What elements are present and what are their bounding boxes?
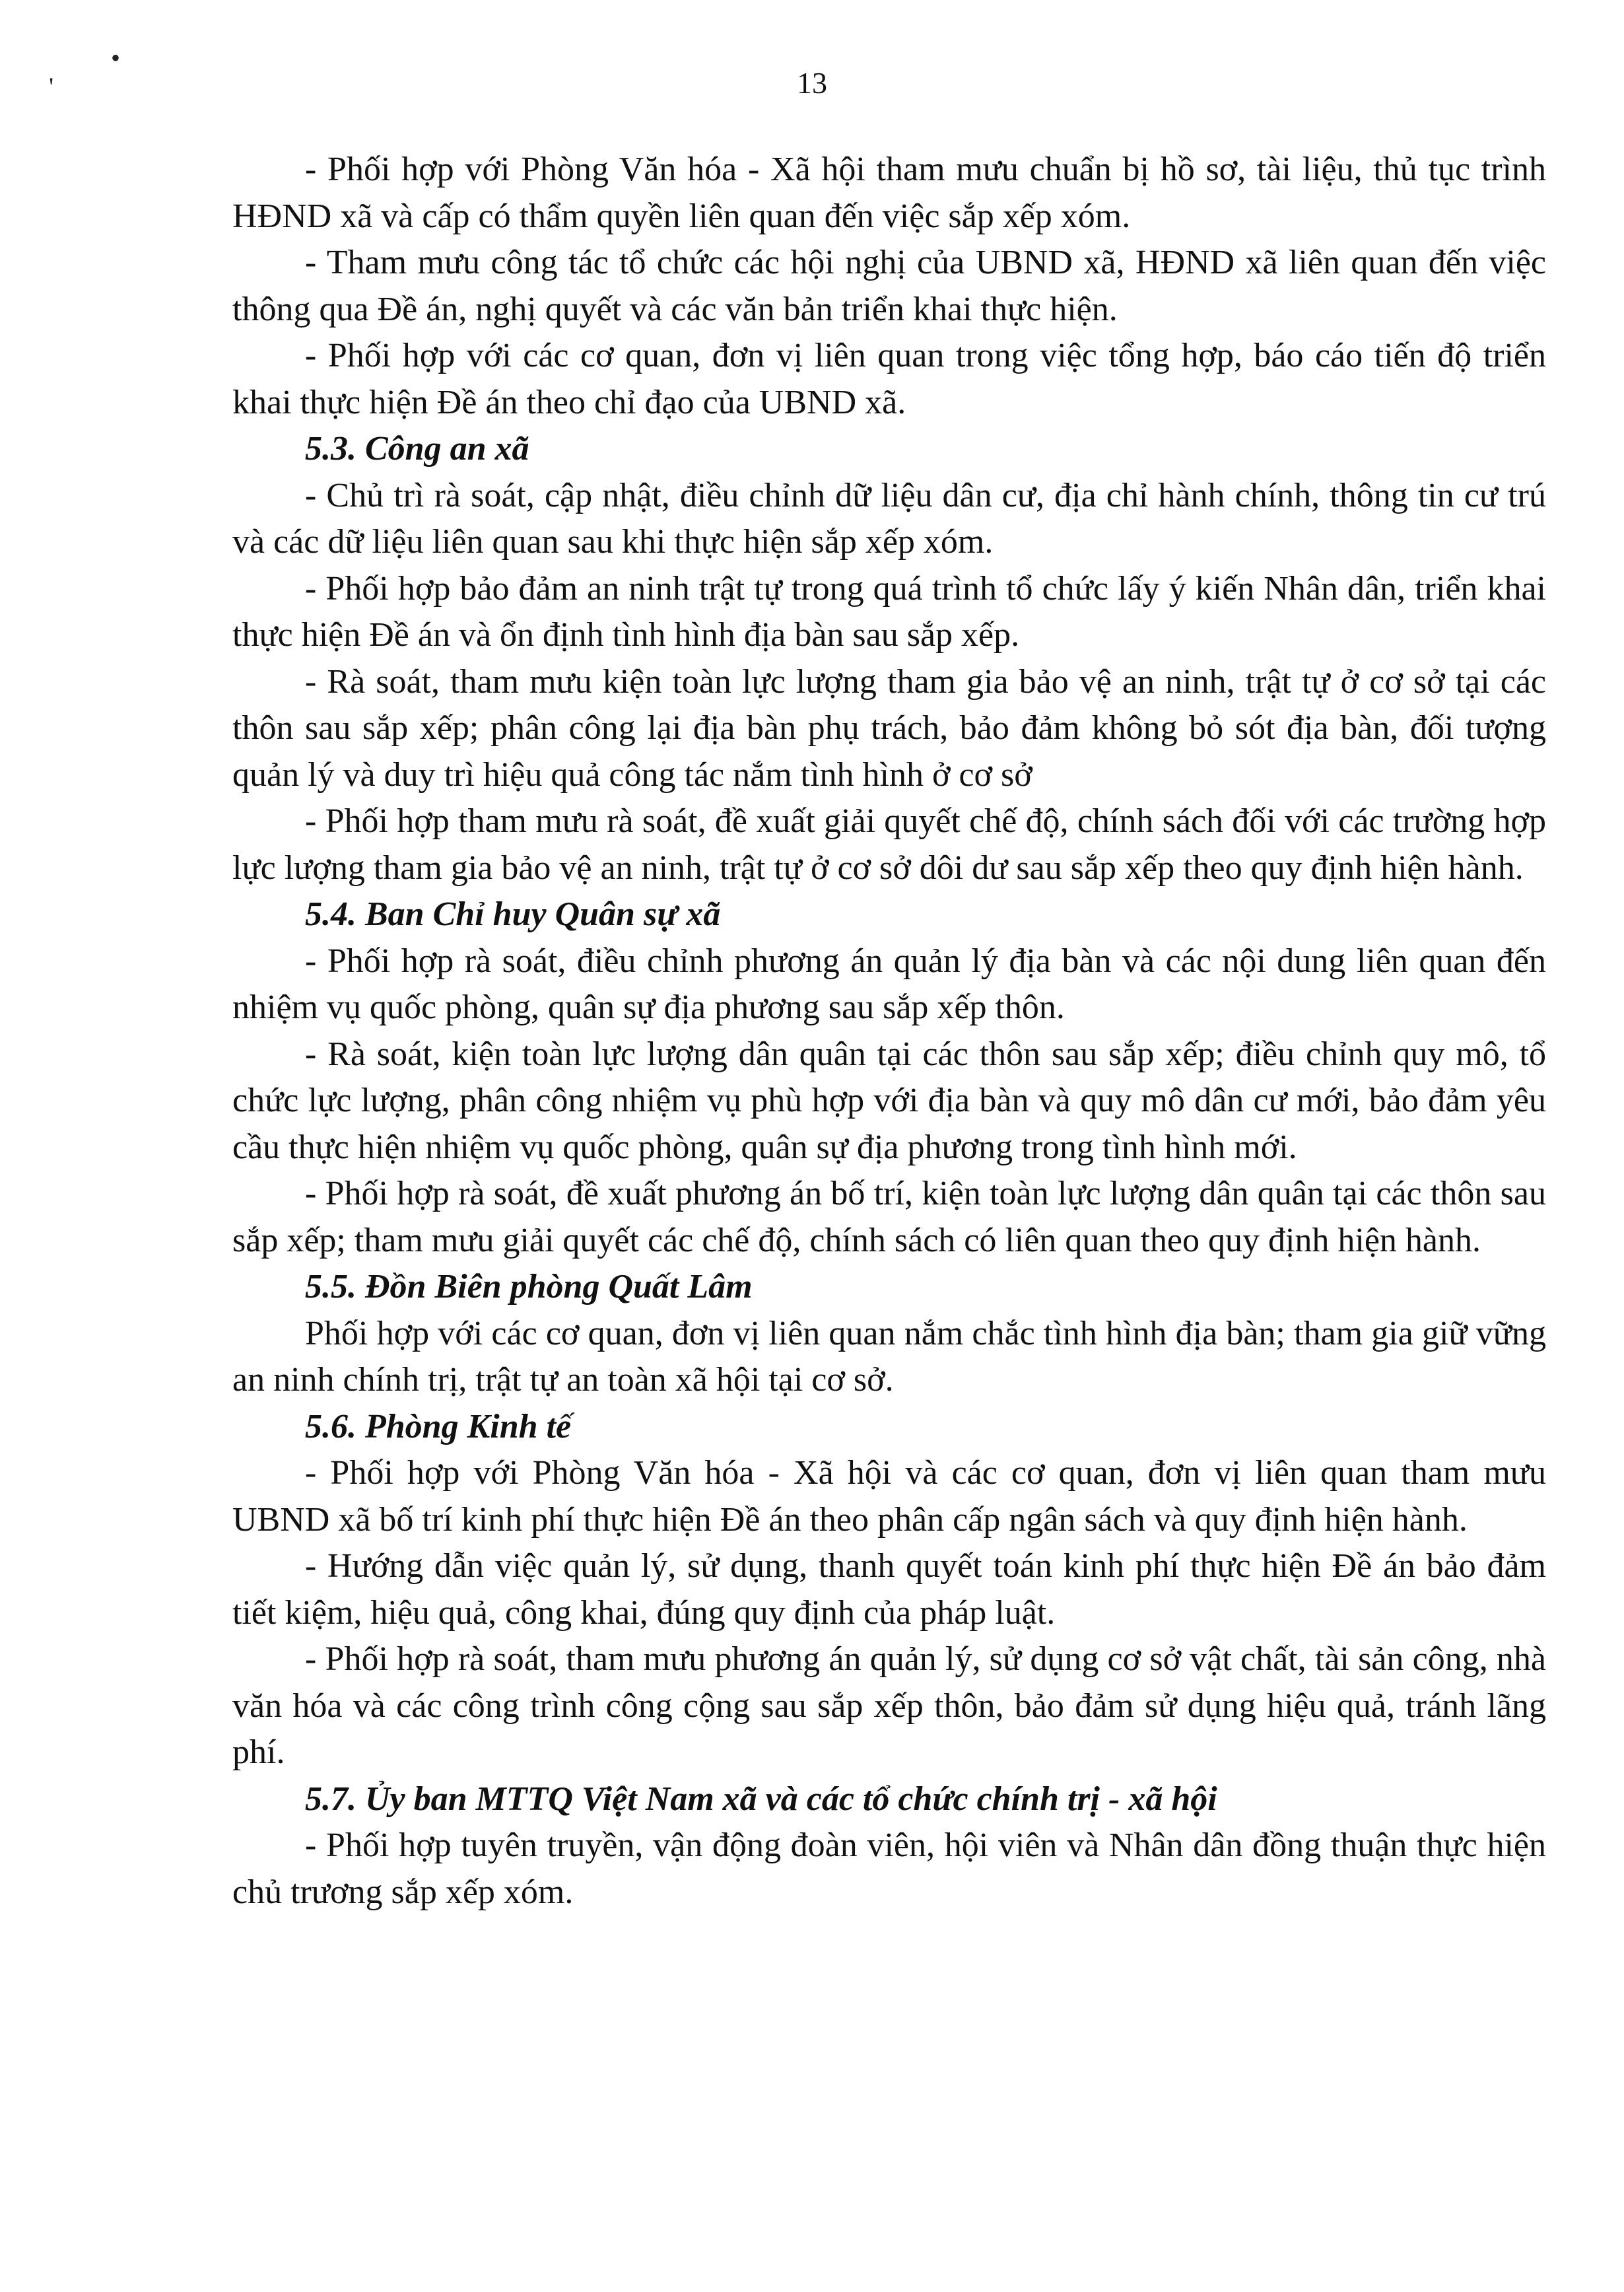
paragraph: - Chủ trì rà soát, cập nhật, điều chỉnh dữ liệu dân cư, địa chỉ hành chính, thông tin cư trú và các dữ liệu liên quan sau khi thực hiện sắp xếp xóm. [232,476,1546,561]
paragraph: - Tham mưu công tác tổ chức các hội nghị của UBND xã, HĐND xã liên quan đến việc thông qua Đề án, nghị quyết và các văn bản triển khai thực hiện. [232,244,1546,328]
paragraph: - Phối hợp tuyên truyền, vận động đoàn viên, hội viên và Nhân dân đồng thuận thực hiện chủ trương sắp xếp xóm. [232,1826,1546,1911]
paragraph: - Phối hợp với các cơ quan, đơn vị liên quan trong việc tổng hợp, báo cáo tiến độ triển khai thực hiện Đề án theo chỉ đạo của UBND xã. [232,337,1546,421]
paragraph: - Phối hợp rà soát, đề xuất phương án bố trí, kiện toàn lực lượng dân quân tại các thôn sau sắp xếp; tham mưu giải quyết các chế độ, chính sách có liên quan theo quy định hiện hành. [232,1175,1546,1259]
section-heading: 5.7. Ủy ban MTTQ Việt Nam xã và các tổ chức chính trị - xã hội [305,1780,1217,1818]
paragraph: - Phối hợp với Phòng Văn hóa - Xã hội tham mưu chuẩn bị hồ sơ, tài liệu, thủ tục trình HĐND xã và cấp có thẩm quyền liên quan đến việc sắp xếp xóm. [232,151,1546,235]
section-heading: 5.3. Công an xã [305,430,529,468]
paragraph: - Phối hợp rà soát, tham mưu phương án quản lý, sử dụng cơ sở vật chất, tài sản công, nhà văn hóa và các công trình công cộng sau sắp xếp thôn, bảo đảm sử dụng hiệu quả, tránh lãng phí. [232,1640,1546,1771]
scan-mark-dot: • [111,43,121,73]
paragraph: - Rà soát, tham mưu kiện toàn lực lượng tham gia bảo vệ an ninh, trật tự ở cơ sở tại các thôn sau sắp xếp; phân công lại địa bàn phụ trách, bảo đảm không bỏ sót địa bàn, đối tượng quản lý và duy trì hiệu quả công tác nắm tình hình ở cơ sở [232,662,1546,794]
paragraph: - Phối hợp với Phòng Văn hóa - Xã hội và các cơ quan, đơn vị liên quan tham mưu UBND xã bố trí kinh phí thực hiện Đề án theo phân cấp ngân sách và quy định hiện hành. [232,1454,1546,1539]
scan-mark-tick: ' [49,72,54,102]
section-heading: 5.6. Phòng Kinh tế [305,1407,572,1445]
paragraph: - Rà soát, kiện toàn lực lượng dân quân tại các thôn sau sắp xếp; điều chỉnh quy mô, tổ chức lực lượng, phân công nhiệm vụ phù hợp với địa bàn và quy mô dân cư mới, bảo đảm yêu cầu thực hiện nhiệm vụ quốc phòng, quân sự địa phương trong tình hình mới. [232,1035,1546,1166]
document-body [232,147,1546,1916]
section-heading: 5.4. Ban Chỉ huy Quân sự xã [305,895,721,933]
paragraph: - Phối hợp rà soát, điều chỉnh phương án quản lý địa bàn và các nội dung liên quan đến nhiệm vụ quốc phòng, quân sự địa phương sau sắp xếp thôn. [232,942,1546,1026]
page-number: 13 [797,66,827,100]
paragraph: Phối hợp với các cơ quan, đơn vị liên quan nắm chắc tình hình địa bàn; tham gia giữ vững an ninh chính trị, trật tự an toàn xã hội tại cơ sở. [232,1314,1546,1399]
paragraph: - Phối hợp bảo đảm an ninh trật tự trong quá trình tổ chức lấy ý kiến Nhân dân, triển khai thực hiện Đề án và ổn định tình hình địa bàn sau sắp xếp. [232,569,1546,654]
section-heading: 5.5. Đồn Biên phòng Quất Lâm [305,1268,753,1305]
paragraph: - Hướng dẫn việc quản lý, sử dụng, thanh quyết toán kinh phí thực hiện Đề án bảo đảm tiết kiệm, hiệu quả, công khai, đúng quy định của pháp luật. [232,1547,1546,1632]
paragraph: - Phối hợp tham mưu rà soát, đề xuất giải quyết chế độ, chính sách đối với các trường hợp lực lượng tham gia bảo vệ an ninh, trật tự ở cơ sở dôi dư sau sắp xếp theo quy định hiện hành. [232,802,1546,887]
